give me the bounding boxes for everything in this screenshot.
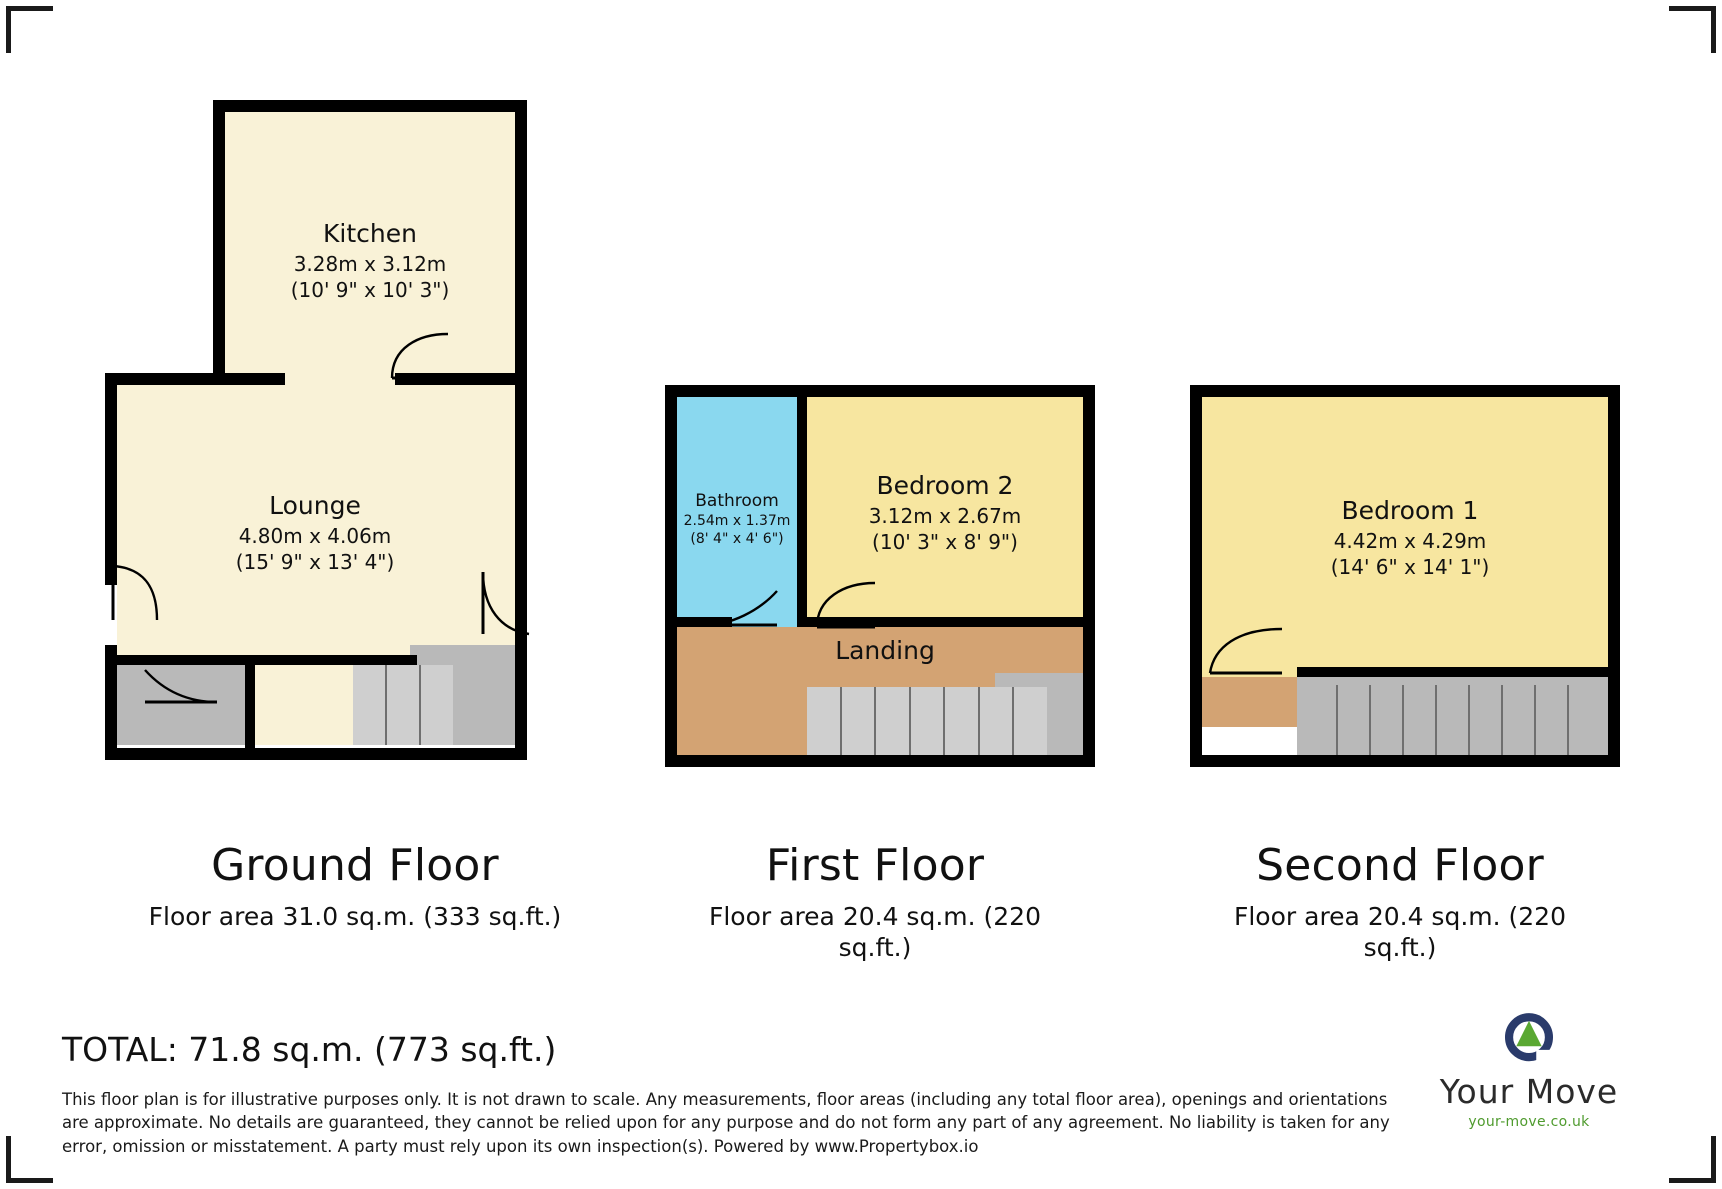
door-lounge-rear: [477, 568, 533, 638]
door-kitchen: [390, 332, 450, 380]
label-bedroom-1-dims-metric: 4.42m x 4.29m: [1333, 528, 1487, 553]
label-kitchen-dims-metric: 3.28m x 3.12m: [293, 251, 447, 276]
stair-treads-second: [1305, 685, 1600, 765]
wall-kitchen-left: [213, 100, 225, 385]
stair-tread: [421, 665, 453, 745]
stair-tread: [353, 665, 387, 745]
wall-first-bottom: [665, 755, 1095, 767]
your-move-icon: [1500, 1010, 1558, 1068]
room-kitchen: [225, 110, 515, 385]
first-floor-title: First Floor: [765, 840, 985, 891]
floor-plan-second: [1190, 385, 1630, 805]
label-kitchen-name: Kitchen: [323, 219, 417, 248]
door-lounge-front: [109, 562, 161, 624]
brand-name: Your Move: [1439, 1072, 1619, 1111]
ground-floor-title: Ground Floor: [211, 840, 499, 891]
stair-tread: [1437, 685, 1470, 765]
stair-tread: [1503, 685, 1536, 765]
ground-floor-area: Floor area 31.0 sq.m. (333 sq.ft.): [148, 902, 562, 931]
label-bedroom-1-dims-imperial: (14' 6" x 14' 1"): [1330, 554, 1490, 579]
stair-treads-ground: [353, 665, 453, 745]
room-lounge: [117, 385, 515, 665]
floor-plan-ground: [105, 100, 555, 800]
label-bedroom-2-dims-imperial: (10' 3" x 8' 9"): [872, 529, 1018, 554]
wall-lounge-top-left: [105, 373, 225, 385]
disclaimer-text: This floor plan is for illustrative purposes only. It is not drawn to scale. Any measurements, floor areas (including any total floor area), openings and orientations are approximate. No details are guaranteed, they cannot be relied upon for any purpose and do not form any part of any agreement. No liability is taken for any error, omission or misstatement. A party must rely upon its own inspection(s). Powered by www.Propertybox.io: [62, 1090, 1390, 1156]
label-bedroom-1-name: Bedroom 1: [1341, 496, 1479, 525]
wall-bathroom-divider: [797, 397, 807, 627]
wall-bedroom-1-bottom: [1297, 667, 1608, 677]
caption-second-floor: [1195, 840, 1605, 964]
second-floor-area: Floor area 20.4 sq.m. (220 sq.ft.): [1233, 902, 1566, 963]
wall-first-top: [665, 385, 1095, 397]
ground-floor-drawing: [105, 100, 555, 800]
caption-first-floor: [675, 840, 1075, 964]
second-floor-title: Second Floor: [1256, 840, 1544, 891]
stair-tread: [1470, 685, 1503, 765]
wall-first-right: [1083, 385, 1095, 767]
first-floor-area: Floor area 20.4 sq.m. (220 sq.ft.): [708, 902, 1041, 963]
brand-url: your-move.co.uk: [1468, 1114, 1590, 1130]
wall-kitchen-top: [213, 100, 527, 112]
wall-kitchen-right: [515, 100, 527, 385]
label-lounge-name: Lounge: [269, 491, 361, 520]
wall-second-bottom: [1190, 755, 1620, 767]
landing-stub-second: [1202, 677, 1297, 727]
second-floor-drawing: [1190, 385, 1630, 805]
label-kitchen-dims-imperial: (10' 9" x 10' 3"): [290, 277, 450, 302]
wall-lounge-left-lower: [105, 645, 117, 760]
stair-tread: [387, 665, 421, 745]
stair-tread: [1536, 685, 1569, 765]
wall-lounge-left-upper: [105, 373, 117, 585]
stair-tread: [1305, 685, 1338, 765]
stair-tread: [1371, 685, 1404, 765]
label-landing-name: Landing: [835, 636, 935, 665]
door-bathroom: [701, 585, 781, 629]
brand-logo: [1394, 1010, 1664, 1130]
wall-second-left: [1190, 385, 1202, 767]
wall-ground-bottom: [105, 748, 527, 760]
wall-second-top: [1190, 385, 1620, 397]
wall-store-divider: [245, 655, 255, 750]
wall-first-left: [665, 385, 677, 767]
crop-mark-bottom-right: [1669, 1136, 1716, 1183]
label-lounge-dims-imperial: (15' 9" x 13' 4"): [235, 549, 395, 574]
label-bathroom-dims-metric: 2.54m x 1.37m: [683, 513, 791, 530]
total-area: TOTAL: 71.8 sq.m. (773 sq.ft.): [62, 1030, 557, 1069]
label-bedroom-2-name: Bedroom 2: [876, 471, 1014, 500]
floor-plan-first: [665, 385, 1105, 805]
door-bedroom-2: [813, 581, 879, 631]
door-bedroom-1: [1206, 625, 1286, 677]
door-understair: [141, 666, 221, 706]
label-bedroom-2-dims-metric: 3.12m x 2.67m: [868, 503, 1022, 528]
first-floor-drawing: [665, 385, 1105, 805]
wall-second-right: [1608, 385, 1620, 767]
stair-tread: [1404, 685, 1437, 765]
caption-ground-floor: [110, 840, 600, 932]
stair-tread: [1569, 685, 1600, 765]
label-bathroom-name: Bathroom: [695, 491, 779, 511]
label-bathroom-dims-imperial: (8' 4" x 4' 6"): [690, 531, 784, 548]
stair-tread: [1338, 685, 1371, 765]
wall-lounge-internal-bottom: [117, 655, 417, 665]
crop-mark-bottom-left: [6, 1136, 53, 1183]
label-lounge-dims-metric: 4.80m x 4.06m: [238, 523, 392, 548]
